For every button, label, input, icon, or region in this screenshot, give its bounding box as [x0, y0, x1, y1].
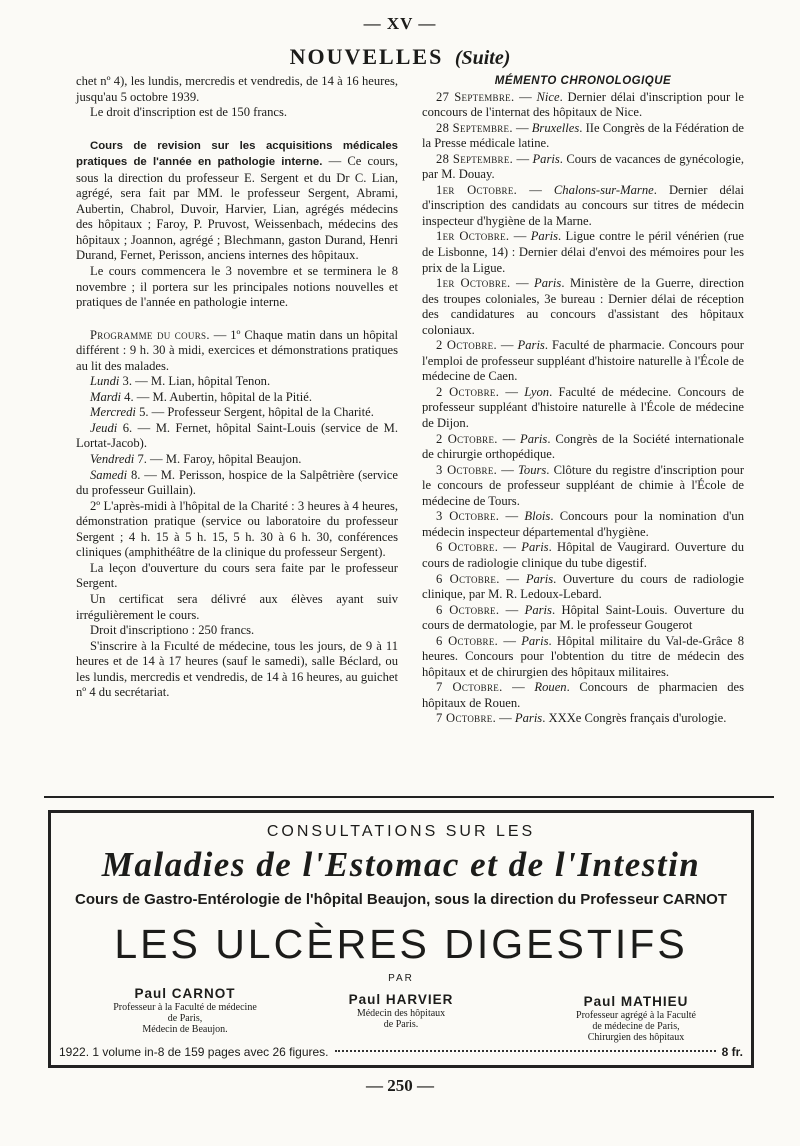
entry-text: . Dernier délai d'inscription des candidats au concours sur titres de médecin inspecteur d'hygiène de la Marne. [422, 182, 744, 228]
entry-place: Paris [517, 338, 545, 353]
entry-place: Blois [524, 509, 551, 524]
schedule-text: 7. — M. Faroy, hôpital Beaujon. [134, 452, 302, 467]
ad-par: PAR [388, 973, 414, 984]
memento-entry: 1er Octobre. — Paris. Ligue contre le péril vénérien (rue de Lisbonne, 14) : Dernier délai d'envoi des mémoires pour les prix de la Ligue. [422, 229, 744, 275]
entry-text: . Cours de vacances de gynécologie, par M. Douay. [422, 151, 744, 182]
memento-entry: 1er Octobre. — Chalons-sur-Marne. Dernier délai d'inscription des candidats au concours sur titres de médecin inspecteur d'hygiène de la Marne. [422, 182, 744, 228]
schedule-text: 6. — M. Fernet, hôpital Saint-Louis (service de M. Lortat-Jacob). [76, 420, 398, 451]
entry-place: Paris [530, 229, 558, 244]
entry-date: 1er Octobre. [436, 276, 511, 291]
schedule-item [76, 452, 398, 468]
entry-date: 7 Octobre. [436, 711, 497, 726]
ad-footer [59, 1045, 743, 1059]
memento-entry: 28 Septembre. — Paris. Cours de vacances de gynécologie, par M. Douay. [422, 151, 744, 182]
entry-text: . Faculté de médecine. Concours de professeur suppléant d'histoire naturelle à l'École de médecine de Dijon. [422, 384, 744, 431]
entry-text: . Concours de pharmacien des hôpitaux de Rouen. [422, 680, 745, 710]
memento-entry: 28 Septembre. — Bruxelles. IIe Congrès de la Fédération de la Presse médicale latine. [422, 120, 745, 151]
author-carnot [85, 985, 285, 1035]
entry-text: . Clôture du registre d'inscription pour le concours de professeur suppléant de chimie à l'École de médecine de Tours. [422, 462, 745, 508]
entry-place: Paris [532, 151, 560, 166]
schedule-item [76, 390, 398, 406]
schedule-text: 3. — M. Lian, hôpital Tenon. [119, 374, 271, 389]
entry-text: . Congrès de la Société internationale de chirurgie orthopédique. [422, 431, 744, 462]
paragraph-text: — 1º Chaque matin dans un hôpital différent : 9 h. 30 à midi, exercices et démonstrations pratiques au lit des malades. [76, 327, 398, 373]
book-advertisement [48, 810, 754, 1068]
schedule-item [76, 374, 398, 390]
paragraph: La leçon d'ouverture du cours sera faite par le professeur Sergent. [76, 560, 398, 591]
entry-text: . Faculté de pharmacie. Concours pour l'emploi de professeur suppléant d'histoire naturelle à l'École de médecine de Caen. [422, 338, 745, 384]
author-title: de Paris, [167, 1013, 203, 1024]
schedule-text: 5. — Professeur Sergent, hôpital de la Charité. [135, 405, 374, 420]
ad-book-title: LES ULCÈRES DIGESTIFS [114, 921, 688, 967]
ad-title: Maladies de l'Estomac et de l'Intestin [101, 845, 701, 884]
paragraph: S'inscrire à la Fıculté de médecine, tous les jours, de 9 à 11 heures et de 14 à 17 heures (sauf le samedi), salle Béclard, ou les lundis, mercredis et vendredis, de 14 à 16 heures, au guichet nº 4 du secrétariat. [76, 638, 398, 700]
entry-text: . Concours pour la nomination d'un médecin inspecteur départemental d'hygiène. [422, 509, 744, 539]
entry-place: Chalons-sur-Marne [553, 182, 654, 197]
entry-text: . Ministère de la Guerre, direction des troupes coloniales, 3e bureau : Dernier délai de réception des candidatures au concours d'assistant des hôpitaux coloniaux. [422, 276, 744, 337]
entry-place: Paris [514, 711, 543, 726]
memento-entry: 2 Octobre. — Paris. Faculté de pharmacie. Concours pour l'emploi de professeur suppléant d'histoire naturelle à l'École de médecine de Caen. [422, 338, 745, 384]
heading-suite: (Suite) [454, 47, 511, 69]
schedule-day: Jeudi [90, 420, 118, 435]
entry-date: 1er Octobre. [436, 182, 518, 197]
memento-entry: 1er Octobre. — Paris. Ministère de la Guerre, direction des troupes coloniales, 3e bureau : Dernier délai de réception des candidatures au concours d'assistant des hôpitaux coloniaux. [422, 276, 744, 337]
author-name: Paul MATHIEU [583, 994, 689, 1009]
entry-date: 7 Octobre. [436, 680, 503, 695]
paragraph: chet nº 4), les lundis, mercredis et vendredis, de 14 à 16 heures, jusqu'au 5 octobre 1939. [76, 74, 398, 104]
memento-entry: 6 Octobre. — Paris. Hôpital militaire du Val-de-Grâce 8 heures. Concours pour l'obtention du titre de médecin des hôpitaux et de chirurgien des hôpitaux militaires. [422, 633, 745, 679]
entry-date: 6 Octobre. [436, 540, 499, 555]
author-title: Professeur à la Faculté de médecine [113, 1002, 257, 1013]
memento-entry: 7 Octobre. — Rouen. Concours de pharmacien des hôpitaux de Rouen. [422, 680, 745, 710]
entry-date: 2 Octobre. [436, 338, 497, 353]
memento-entry: 2 Octobre. — Paris. Congrès de la Société internationale de chirurgie orthopédique. [422, 431, 744, 462]
paragraph: 2º L'après-midi à l'hôpital de la Charité : 3 heures à 4 heures, démonstration pratique (service ou laboratoire du professeur Sergent ; 4 h. 15 à 5 h. 15, 5 h. 30 à 6 h. 30, conférences cliniques (amphithéâtre de la clinique du professeur Sergent). [76, 498, 398, 560]
programme-label: Programme du cours. [90, 327, 210, 342]
divider [44, 796, 774, 798]
entry-text: . Ligue contre le péril vénérien (rue de Lisbonne, 14) : Dernier délai d'envoi des mémoires pour les prix de la Ligue. [422, 229, 744, 275]
entry-text: . Hôpital militaire du Val-de-Grâce 8 heures. Concours pour l'obtention du titre de médecin des hôpitaux et de chirurgien des hôpitaux militaires. [422, 633, 745, 679]
entry-place: Tours [518, 462, 547, 477]
entry-date: 2 Octobre. [436, 431, 498, 446]
entry-place: Paris [521, 540, 549, 555]
left-column [76, 74, 398, 701]
author-title: Médecin des hôpitaux [356, 1008, 446, 1019]
entry-place: Rouen [534, 680, 567, 695]
schedule-item [76, 468, 398, 499]
entry-place: Bruxelles [531, 120, 580, 135]
schedule-day: Lundi [90, 374, 120, 389]
schedule-text: 4. — M. Aubertin, hôpital de la Pitié. [121, 389, 313, 404]
schedule-item [76, 421, 398, 452]
memento-entry: 6 Octobre. — Paris. Hôpital Saint-Louis. Ouverture du cours de dermatologie, par M. le professeur Gougerot [422, 602, 744, 633]
ad-footer-text: 1922. 1 volume in-8 de 159 pages avec 26 figures. [59, 1045, 329, 1059]
entry-place: Paris [520, 431, 548, 446]
schedule-day: Mercredi [90, 405, 136, 420]
heading-title: NOUVELLES [289, 44, 444, 69]
author-title: Médecin de Beaujon. [142, 1024, 228, 1035]
author-harvier [301, 991, 501, 1030]
page-roman-numeral: — XV — [363, 14, 437, 33]
author-title: de Paris. [383, 1019, 419, 1030]
paragraph: Le cours commencera le 3 novembre et se terminera le 8 novembre ; il portera sur les principales notions nouvelles et pratiques de l'année en pathologie interne. [76, 264, 398, 310]
paragraph: Droit d'inscriptiono : 250 francs. [90, 623, 255, 638]
entry-text: . XXXe Congrès français d'urologie. [542, 711, 727, 726]
paragraph-text: — Ce cours, sous la direction du professeur E. Sergent et du Dr C. Lian, agrégé, sera fait par MM. le professeur Sergent, Abrami, Aubertin, Chabrol, Duvoir, Harvier, Lian, agrégés médecins des hôpitaux ; Faroy, P. Pruvost, Weissenbach, médecins des hôpitaux ; Joannon, agrégé ; Blechmann, gaston Durand, Henri Durand, Fernet, Perisson, anciens internes des hôpitaux. [76, 154, 398, 263]
memento-heading: MÉMENTO CHRONOLOGIQUE [494, 75, 672, 87]
entry-date: 6 Octobre. [436, 633, 499, 648]
author-title: Chirurgien des hôpitaux [587, 1032, 685, 1043]
entry-place: Paris [521, 633, 549, 648]
memento-entry: 6 Octobre. — Paris. Ouverture du cours de radiologie clinique, par M. R. Ledoux-Lebard. [422, 571, 745, 602]
memento-entry: 3 Octobre. — Tours. Clôture du registre d'inscription pour le concours de professeur suppléant de chimie à l'École de médecine de Tours. [422, 462, 745, 508]
entry-text: . Hôpital de Vaugirard. Ouverture du cours de radiologie clinique du tube digestif. [422, 540, 744, 570]
entry-text: . IIe Congrès de la Fédération de la Presse médicale latine. [422, 120, 745, 151]
entry-date: 3 Octobre. [436, 509, 500, 524]
ad-price: 8 fr. [721, 1045, 743, 1059]
entry-date: 6 Octobre. [436, 571, 500, 586]
entry-place: Lyon [524, 384, 550, 399]
schedule-item [76, 405, 398, 421]
ad-line-consultations: CONSULTATIONS SUR LES [266, 823, 536, 840]
page-number: — 250 — [366, 1076, 434, 1095]
memento-entry: 3 Octobre. — Blois. Concours pour la nomination d'un médecin inspecteur départemental d'hygiène. [422, 509, 744, 539]
ad-subtitle: Cours de Gastro-Entérologie de l'hôpital Beaujon, sous la direction du Professeur CARNOT [75, 891, 727, 908]
entry-text: . Ouverture du cours de radiologie clinique, par M. R. Ledoux-Lebard. [422, 571, 745, 602]
schedule-day: Mardi [90, 389, 122, 404]
paragraph: Un certificat sera délivré aux élèves ayant suiv irrégulièrement le cours. [76, 591, 398, 622]
paragraph: Le droit d'inscription est de 150 francs. [90, 105, 288, 120]
entry-place: Paris [525, 571, 554, 586]
entry-date: 6 Octobre. [436, 602, 500, 617]
entry-place: Nice [536, 89, 560, 104]
programme-paragraph [76, 328, 398, 375]
schedule-day: Samedi [90, 467, 128, 482]
memento-entry: 7 Octobre. — Paris. XXXe Congrès français d'urologie. [436, 711, 727, 726]
entry-date: 1er Octobre. [436, 229, 510, 244]
memento-entry: 2 Octobre. — Lyon. Faculté de médecine. Concours de professeur suppléant d'histoire naturelle à l'École de médecine de Dijon. [422, 384, 744, 431]
entry-text: . Hôpital Saint-Louis. Ouverture du cours de dermatologie, par M. le professeur Gougerot [422, 602, 744, 633]
memento-entry: 27 Septembre. — Nice. Dernier délai d'inscription pour le concours de l'internat des hôpitaux de Nice. [422, 89, 745, 120]
author-title: Professeur agrégé à la Faculté [576, 1010, 696, 1021]
memento-list [422, 90, 744, 727]
entry-date: 3 Octobre. [436, 462, 498, 477]
entry-date: 28 Septembre. [436, 151, 514, 166]
schedule-day: Vendredi [90, 452, 135, 467]
right-column [422, 74, 744, 727]
author-mathieu [521, 993, 751, 1043]
entry-text: . Dernier délai d'inscription pour le concours de l'internat des hôpitaux de Nice. [422, 89, 745, 120]
author-name: Paul CARNOT [134, 986, 236, 1001]
entry-date: 28 Septembre. [436, 120, 513, 135]
entry-date: 2 Octobre. [436, 384, 500, 399]
entry-place: Paris [534, 276, 562, 291]
bold-lead: Cours de revision sur les acquisitions médicales pratiques de l'année en pathologie interne. [76, 139, 398, 169]
entry-date: 27 Septembre. [436, 89, 515, 104]
section-heading [0, 44, 800, 70]
author-title: de médecine de Paris, [592, 1021, 680, 1032]
leader-dots [335, 1050, 716, 1052]
cours-revision-paragraph [76, 138, 398, 264]
schedule-text: 8. — M. Perisson, hospice de la Salpêtrière (service du professeur Guillain). [76, 467, 398, 498]
entry-place: Paris [524, 602, 552, 617]
memento-entry: 6 Octobre. — Paris. Hôpital de Vaugirard. Ouverture du cours de radiologie clinique du tube digestif. [422, 540, 744, 570]
author-name: Paul HARVIER [348, 992, 454, 1007]
